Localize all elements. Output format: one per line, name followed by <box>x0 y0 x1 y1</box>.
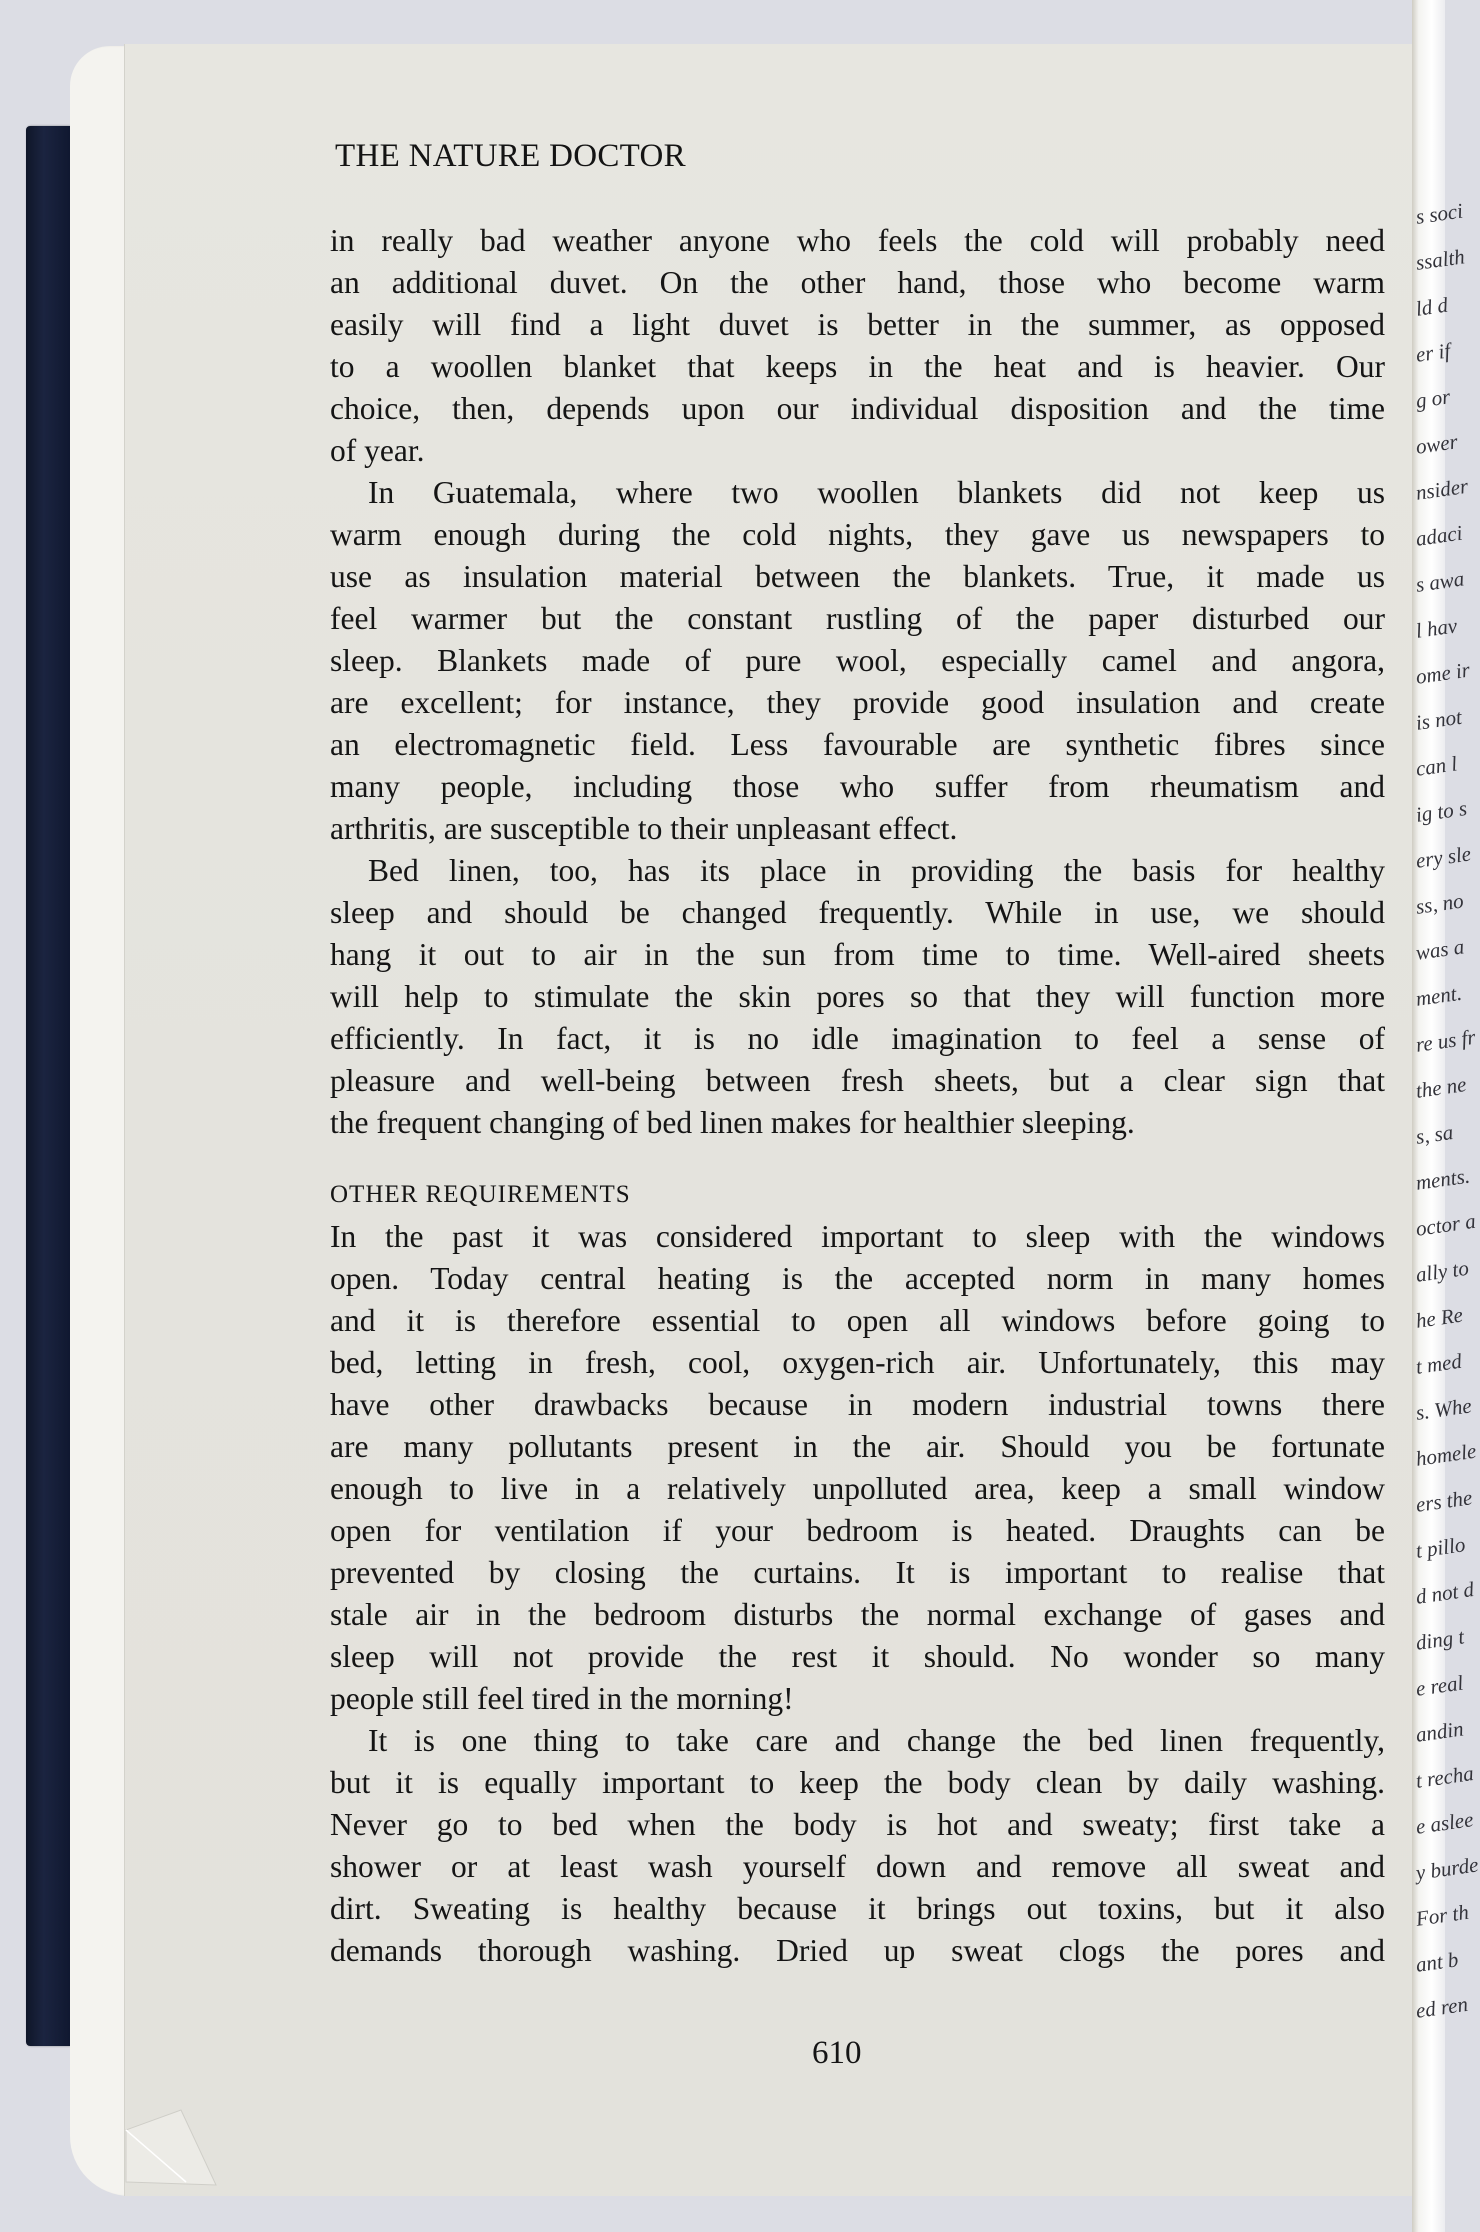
adjacent-page-text-fragment: l hav <box>1414 613 1459 643</box>
text-line: hang it out to air in the sun from time to time. Well-aired sheets <box>330 937 1385 972</box>
text-line: dirt. Sweating is healthy because it brings out toxins, but it also <box>330 1891 1385 1926</box>
adjacent-page-text-fragment: ss, no <box>1414 888 1465 919</box>
adjacent-page-text-fragment: can l <box>1414 751 1459 781</box>
adjacent-page-text-fragment: ssalth <box>1414 244 1467 275</box>
text-line: are many pollutants present in the air. Should you be fortunate <box>330 1429 1385 1464</box>
paragraph <box>330 850 1385 1144</box>
book-spine <box>26 126 70 2046</box>
text-line: In the past it was considered important to sleep with the windows <box>330 1219 1385 1254</box>
text-line: warm enough during the cold nights, they gave us newspapers to <box>330 517 1385 552</box>
text-line: the frequent changing of bed linen makes for healthier sleeping. <box>330 1105 1135 1140</box>
text-line: but it is equally important to keep the body clean by daily washing. <box>330 1765 1385 1800</box>
adjacent-page-text-fragment: ments. <box>1414 1163 1472 1195</box>
text-line: will help to stimulate the skin pores so that they will function more <box>330 979 1385 1014</box>
adjacent-page-text-fragment: ower <box>1414 429 1460 459</box>
text-line: sleep and should be changed frequently. While in use, we should <box>330 895 1385 930</box>
page-number: 610 <box>812 2035 862 2071</box>
adjacent-page-text-fragment: y burde <box>1414 1852 1480 1885</box>
text-line: are excellent; for instance, they provide good insulation and create <box>330 685 1385 720</box>
text-line: open for ventilation if your bedroom is heated. Draughts can be <box>330 1513 1385 1548</box>
adjacent-page-text-fragment: s, sa <box>1414 1119 1455 1149</box>
adjacent-page-text-fragment: ig to s <box>1414 795 1469 827</box>
adjacent-page-text-fragment: ery sle <box>1414 841 1473 873</box>
text-line: Bed linen, too, has its place in providing the basis for healthy <box>368 853 1385 888</box>
text-line: enough to live in a relatively unpolluted area, keep a small window <box>330 1471 1385 1506</box>
adjacent-page-text-fragment: re us fr <box>1414 1024 1477 1057</box>
adjacent-page-text-fragment: ant b <box>1414 1947 1460 1977</box>
adjacent-page-text-fragment: ment. <box>1414 980 1464 1011</box>
text-line: people still feel tired in the morning! <box>330 1681 794 1716</box>
adjacent-page-text-fragment: adaci <box>1414 520 1464 551</box>
paragraph <box>330 472 1385 850</box>
adjacent-page-text-fragment: was a <box>1414 934 1466 965</box>
adjacent-page-text-fragment: ers the <box>1414 1485 1474 1517</box>
adjacent-page-text-fragment: ome ir <box>1414 657 1472 689</box>
adjacent-page-edge <box>1412 0 1480 2232</box>
adjacent-page-text-fragment: s awa <box>1414 566 1466 597</box>
folded-corner <box>126 2110 216 2200</box>
text-line: of year. <box>330 433 425 468</box>
adjacent-page-text-fragment: is not <box>1414 704 1464 735</box>
text-line: It is one thing to take care and change the bed linen frequently, <box>368 1723 1385 1758</box>
text-line: sleep. Blankets made of pure wool, especially camel and angora, <box>330 643 1385 678</box>
adjacent-page-text-fragment: d not d <box>1414 1577 1476 1609</box>
running-head: THE NATURE DOCTOR <box>335 138 686 174</box>
text-line: in really bad weather anyone who feels the cold will probably need <box>330 223 1385 258</box>
section-heading: OTHER REQUIREMENTS <box>330 1181 631 1208</box>
text-line: efficiently. In fact, it is no idle imagination to feel a sense of <box>330 1021 1385 1056</box>
adjacent-page-text-fragment: g or <box>1414 384 1452 413</box>
text-line: pleasure and well-being between fresh sheets, but a clear sign that <box>330 1063 1385 1098</box>
adjacent-page-text-fragment: the ne <box>1414 1072 1468 1103</box>
text-line: shower or at least wash yourself down and remove all sweat and <box>330 1849 1385 1884</box>
text-line: to a woollen blanket that keeps in the heat and is heavier. Our <box>330 349 1385 384</box>
adjacent-page-text-fragment: nsider <box>1414 473 1470 505</box>
paragraph <box>330 220 1385 472</box>
text-line: feel warmer but the constant rustling of the paper disturbed our <box>330 601 1385 636</box>
adjacent-page-text-fragment: s. Whe <box>1414 1393 1474 1425</box>
adjacent-page-text-fragment: t pillo <box>1414 1532 1467 1563</box>
adjacent-page-text-fragment: ld d <box>1414 292 1450 321</box>
text-line: an additional duvet. On the other hand, those who become warm <box>330 265 1385 300</box>
adjacent-page-text-fragment: e aslee <box>1414 1807 1475 1839</box>
text-line: arthritis, are susceptible to their unpleasant effect. <box>330 811 958 846</box>
text-line: demands thorough washing. Dried up sweat clogs the pores and <box>330 1933 1385 1968</box>
text-line: and it is therefore essential to open all windows before going to <box>330 1303 1385 1338</box>
adjacent-page-text-fragment: he Re <box>1414 1302 1465 1333</box>
adjacent-page-text-fragment: ding t <box>1414 1624 1466 1655</box>
body-text <box>330 220 1385 1972</box>
adjacent-page-text-fragment: e real <box>1414 1670 1465 1701</box>
text-line: sleep will not provide the rest it should. No wonder so many <box>330 1639 1385 1674</box>
adjacent-page-text-fragment: er if <box>1414 338 1452 367</box>
text-line: open. Today central heating is the accepted norm in many homes <box>330 1261 1385 1296</box>
text-line: stale air in the bedroom disturbs the normal exchange of gases and <box>330 1597 1385 1632</box>
text-line: use as insulation material between the blankets. True, it made us <box>330 559 1385 594</box>
text-line: easily will find a light duvet is better in the summer, as opposed <box>330 307 1385 342</box>
adjacent-page-text-fragment: t recha <box>1414 1761 1476 1793</box>
paragraph <box>330 1216 1385 1720</box>
text-line: bed, letting in fresh, cool, oxygen-rich air. Unfortunately, this may <box>330 1345 1385 1380</box>
adjacent-page-text-fragment: t med <box>1414 1348 1464 1379</box>
adjacent-page-text-fragment: octor a <box>1414 1208 1478 1241</box>
adjacent-page-text-fragment: homele <box>1414 1438 1478 1471</box>
text-line: an electromagnetic field. Less favourable are synthetic fibres since <box>330 727 1385 762</box>
text-line: have other drawbacks because in modern industrial towns there <box>330 1387 1385 1422</box>
adjacent-page-text-fragment: ally to <box>1414 1255 1471 1287</box>
paragraph <box>330 1720 1385 1972</box>
adjacent-page-text-fragment: ed ren <box>1414 1991 1470 2023</box>
adjacent-page-text-fragment: For th <box>1414 1899 1471 1931</box>
text-line: Never go to bed when the body is hot and sweaty; first take a <box>330 1807 1385 1842</box>
text-line: prevented by closing the curtains. It is important to realise that <box>330 1555 1385 1590</box>
text-line: many people, including those who suffer from rheumatism and <box>330 769 1385 804</box>
adjacent-page-text-fragment: s soci <box>1414 198 1465 229</box>
text-line: In Guatemala, where two woollen blankets did not keep us <box>368 475 1385 510</box>
text-line: choice, then, depends upon our individual disposition and the time <box>330 391 1385 426</box>
adjacent-page-text-fragment: andin <box>1414 1716 1465 1747</box>
